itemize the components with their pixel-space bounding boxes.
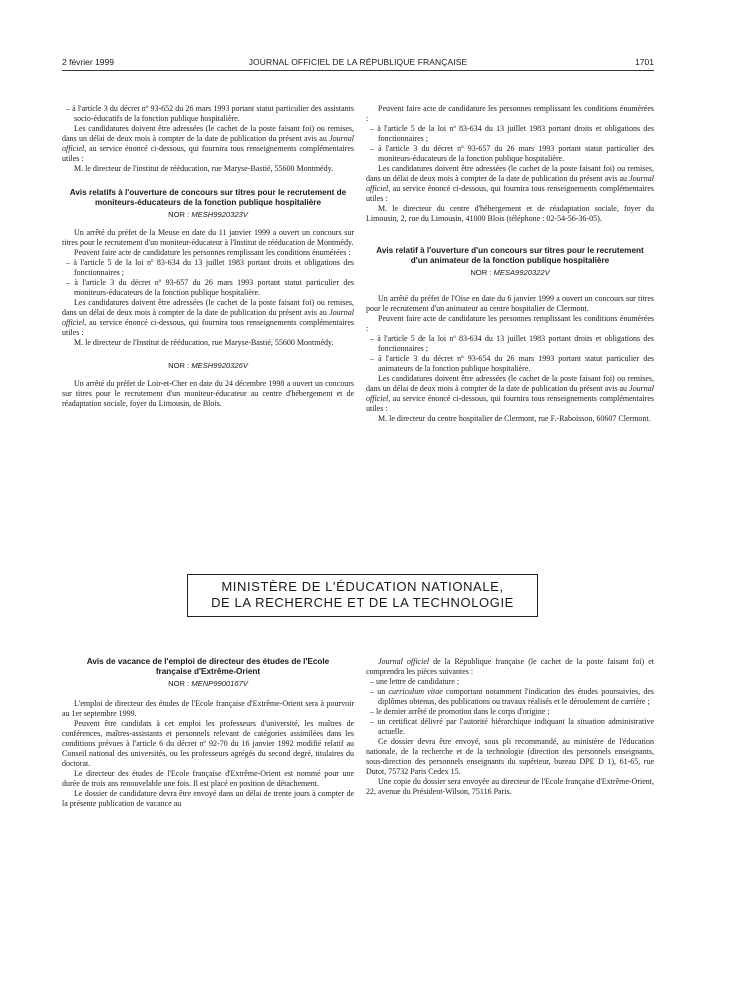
paragraph: M. le directeur de l'Institut de rééducation, rue Maryse-Bastié, 55600 Montmédy. [74, 338, 334, 347]
header-rule [62, 70, 654, 71]
paragraph: Un arrêté du préfet de la Meuse en date du 11 janvier 1999 a ouvert un concours sur titres pour le recrutement d'un moniteur-éducateur à l'Institut de rééducation de Montmédy. [62, 228, 354, 247]
list-item: – une lettre de candidature ; [370, 677, 460, 686]
notice-title: Avis de vacance de l'emploi de directeur des études de l'Ecole française d'Extrême-Orient [86, 657, 330, 676]
paragraph: Peuvent faire acte de candidature les personnes remplissant les conditions énumérées : [74, 248, 351, 257]
list-item: – le dernier arrêté de promotion dans le corps d'origine ; [370, 707, 550, 716]
paragraph: Peuvent faire acte de candidature les personnes remplissant les conditions énumérées : [366, 314, 654, 333]
list-item: – à l'article 3 du décret nº 93-657 du 26 mars 1993 portant statut particulier des moniteurs-éducateurs de la fonction publique hospitalière. [370, 144, 654, 163]
ministry-line-1: MINISTÈRE DE L'ÉDUCATION NATIONALE, [221, 579, 504, 594]
list-item: – un certificat délivré par l'autorité hiérarchique indiquant la situation administrative actuelle. [370, 717, 654, 736]
paragraph: Ce dossier devra être envoyé, sous pli recommandé, au ministère de l'éducation nationale, de la recherche et de la technologie (direction des personnels enseignants, sous-direction des personnels enseignants du supérieur, bureau DPE D 1), 61-65, rue Dutot, 75732 Paris Cedex 15. [366, 737, 654, 776]
paragraph: Les candidatures doivent être adressées (le cachet de la poste faisant foi) ou remises, dans un délai de deux mois à compter de la date de publication du présent avis au Journal officiel, au service énoncé ci-dessous, qui fournira tous renseignements complémentaires utiles : [62, 298, 354, 337]
column-right-bottom [366, 657, 654, 797]
nor-reference: NOR : MESH9920323V [168, 210, 248, 219]
paragraph: Les candidatures doivent être adressées (le cachet de la poste faisant foi) ou remises, dans un délai de deux mois à compter de la date de publication du présent avis au Journal officiel, au service énoncé ci-dessous, qui fournira tous renseignements complémentaires utiles : [366, 164, 654, 203]
page-number: 1701 [635, 57, 654, 67]
paragraph: Un arrêté du préfet de l'Oise en date du 6 janvier 1999 a ouvert un concours sur titres pour le recrutement d'un animateur au centre hospitalier de Clermont. [366, 294, 654, 313]
notice-title: Avis relatif à l'ouverture d'un concours sur titres pour le recrutement d'un animateur de la fonction publique hospitalière [376, 246, 644, 265]
paragraph: M. le directeur du centre d'hébergement et de réadaptation sociale, foyer du Limousin, 2, rue du Limousin, 41000 Blois (téléphone : 02-54-56-36-05). [366, 204, 654, 223]
paragraph: Journal officiel de la République française (le cachet de la poste faisant foi) et comprendra les pièces suivantes : [366, 657, 654, 676]
list-item: – à l'article 5 de la loi nº 83-634 du 13 juillet 1983 portant droits et obligations des fonctionnaires ; [370, 334, 654, 353]
list-item: – à l'article 5 de la loi nº 83-634 du 13 juillet 1983 portant droits et obligations des fonctionnaires ; [66, 258, 354, 277]
list-item: – un curriculum vitae comportant notamment l'indication des études poursuivies, des diplômes obtenus, des publications ou travaux réalisés et le déroulement de carrière ; [370, 687, 655, 706]
list-item: – à l'article 3 du décret nº 93-652 du 26 mars 1993 portant statut particulier des assistants socio-éducatifs de la fonction publique hospitalière. [66, 104, 354, 123]
paragraph: Le directeur des études de l'Ecole française d'Extrême-Orient est nommé pour une durée de trois ans renouvelable une fois. Il est placé en position de détachement. [62, 769, 354, 788]
column-right-top [366, 104, 654, 424]
page-header [62, 57, 654, 71]
list-item: – à l'article 3 du décret nº 93-657 du 26 mars 1993 portant statut particulier des moniteurs-éducateurs de la fonction publique hospitalière. [66, 278, 354, 297]
paragraph: L'emploi de directeur des études de l'Ecole française d'Extrême-Orient sera à pourvoir au 1er septembre 1999. [62, 699, 354, 718]
nor-reference: NOR : MENP9900167V [168, 679, 248, 688]
nor-reference: NOR : MESH9920326V [168, 361, 248, 370]
notice-title: Avis relatifs à l'ouverture de concours sur titres pour le recrutement de moniteurs-éducateurs de la fonction publique hospitalière [69, 188, 347, 207]
paragraph: Une copie du dossier sera envoyée au directeur de l'Ecole française d'Extrême-Orient, 22, avenue du Président-Wilson, 75116 Paris. [366, 777, 654, 796]
column-left-bottom [62, 657, 354, 809]
nor-reference: NOR : MESA9920322V [470, 268, 550, 277]
paragraph: Le dossier de candidature devra être envoyé dans un délai de trente jours à compter de la présente publication de vacance au [62, 789, 354, 808]
ministry-line-2: DE LA RECHERCHE ET DE LA TECHNOLOGIE [211, 595, 514, 610]
paragraph: Peuvent être candidats à cet emploi les professeurs d'université, les maîtres de conférences, maîtres-assistants et personnels relevant de catégories assimilées dans les conditions prévues à l'article 6 du décret nº 92-70 du 16 janvier 1992 modifié relatif au Conseil national des universités, ou les professeurs agrégés du second degré, titulaires du doctorat. [62, 719, 354, 768]
list-item: – à l'article 5 de la loi nº 83-634 du 13 juillet 1983 portant droits et obligations des fonctionnaires ; [370, 124, 654, 143]
journal-title: JOURNAL OFFICIEL DE LA RÉPUBLIQUE FRANÇAISE [248, 57, 468, 67]
paragraph: M. le directeur de l'institut de rééducation, rue Maryse-Bastié, 55600 Montmédy. [74, 164, 334, 173]
ministry-heading-box [187, 574, 538, 617]
paragraph: Les candidatures doivent être adressées (le cachet de la poste faisant foi) ou remises, dans un délai de deux mois à compter de la date de publication du présent avis au Journal officiel, au service énoncé ci-dessous, qui fournira tous renseignements complémentaires utiles : [366, 374, 654, 413]
paragraph: Les candidatures doivent être adressées (le cachet de la poste faisant foi) ou remises, dans un délai de deux mois à compter de la date de publication du présent avis au Journal officiel, au service énoncé ci-dessous, qui fournira tous renseignements complémentaires utiles : [62, 124, 354, 163]
list-item: – à l'article 3 du décret nº 93-654 du 26 mars 1993 portant statut particulier des animateurs de la fonction publique hospitalière. [370, 354, 654, 373]
paragraph: M. le directeur du centre hospitalier de Clermont, rue F.-Raboisson, 60607 Clermont. [378, 414, 651, 423]
header-date: 2 février 1999 [62, 57, 114, 67]
paragraph: Peuvent faire acte de candidature les personnes remplissant les conditions énumérées : [366, 104, 654, 123]
paragraph: Un arrêté du préfet de Loir-et-Cher en date du 24 décembre 1998 a ouvert un concours sur titres pour le recrutement d'un moniteur-éducateur au centre d'hébergement et de réadaptation sociale, foyer du Limousin, de Blois. [62, 379, 354, 408]
column-left-top [62, 104, 354, 409]
